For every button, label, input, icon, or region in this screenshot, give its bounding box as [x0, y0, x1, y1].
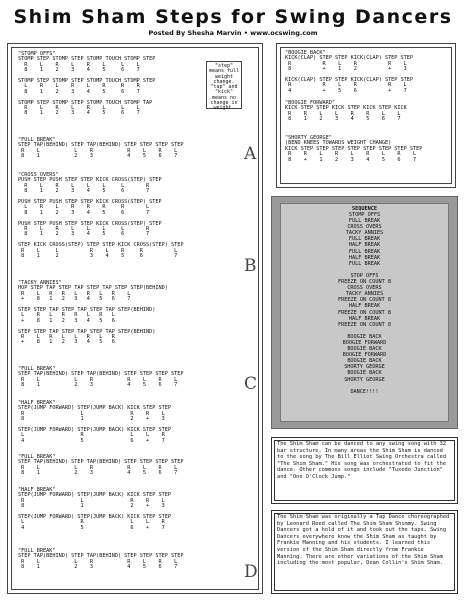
page-title: Shim Sham Steps for Swing Dancers — [13, 6, 453, 28]
section-letter-c: C — [244, 374, 258, 394]
sequence-list: STOMP OFFS FULL BREAK CROSS OVERS TACKY ANNIES FULL BREAK HALF BREAK FULL BREAK HALF BREAK FULL BREAK STOP OFFS FREEZE ON COUNT 8 CROSS OVERS TACKY ANNIES FREEZE ON COUNT 8 HALF BREAK FREEZE ON COUNT 8 HALF BREAK FREEZE ON COUNT 8 BOOGIE BACK BOOGIE FORWARD BOOGIE BACK BOOGIE FORWARD BOOGIE BACK SHORTY GEORGE BOOGIE BACK SHORTY GEORGE DANCE!!!! — [337, 212, 392, 395]
song-info-box — [271, 437, 458, 504]
section-letter-a: A — [244, 144, 257, 164]
full-break-block-4: "FULL BREAK" STEP TAP(BEHIND) STEP TAP(BEHIND) STEP STEP STEP STEP R L L R R L R L 8 1 2 3 4 5 6 7 — [18, 548, 184, 571]
half-break-block-2: "HALF BREAK" STEP(JUMP FORWARD) STEP(JUMP BACK) KICK STEP STEP R L R R L 8 1 2 + 3 STEP(JUMP FORWARD) STEP(JUMP BACK) KICK STEP STEP L R L L R 4 5 6 + 7 — [18, 487, 172, 531]
steps-panel — [7, 43, 263, 594]
boogie-panel — [276, 43, 456, 188]
full-break-block-3: "FULL BREAK" STEP TAP(BEHIND) STEP TAP(BEHIND) STEP STEP STEP STEP R L L R R L R L 8 1 2 3 4 5 6 7 — [18, 454, 184, 477]
song-info-text: The Shim Sham can be danced to any swing song with 32 bar structure. In many areas the Shim Sham is danced to the song by The Bill Elliot Swing Orchestra called "The Shim Sham." His song was orchestrated to fit the dance. Other commons songs include "Tuxedo Junction" and "One O'Clock Jump." — [277, 441, 447, 480]
section-letter-b: B — [244, 256, 257, 276]
boogie-forward-block: "BOOGIE FORWARD" KICK STEP STEP KICK STEP KICK STEP KICK R R L L R R L L 8 1 2 3 4 5 6 7 — [285, 100, 407, 123]
sequence-box — [271, 196, 458, 429]
boogie-panel-inner — [280, 47, 452, 184]
full-break-block-2: "FULL BREAK" STEP TAP(BEHIND) STEP TAP(BEHIND) STEP STEP STEP STEP R L L R R L R L 8 1 2 3 4 5 6 7 — [18, 366, 184, 389]
stomp-offs-block: "STOMP OFFS" STOMP STEP STOMP STEP STOMP TOUCH STOMP STEP R L R L R L L L 8 1 2 3 4 5 6 7 STOMP STEP STOMP STEP STOMP TOUCH STOMP STEP L R L R L R R R 8 1 2 3 4 5 6 7 STOMP STEP STOMP STEP STOMP TOUCH STOMP TAP R L R L R L L L 8 1 2 3 4 5 6 7 — [18, 51, 156, 117]
half-break-block-1: "HALF BREAK" STEP(JUMP FORWARD) STEP(JUMP BACK) KICK STEP STEP R L R R L 8 1 2 + 3 STEP(JUMP FORWARD) STEP(JUMP BACK) KICK STEP STEP L R L L R 4 5 6 + 7 — [18, 400, 172, 444]
steps-panel-inner — [11, 47, 259, 590]
shorty-george-block: "SHORTY GEORGE" (BEND KNEES TOWARDS WEIGHT CHANGE) KICK STEP STEP STEP STEP STEP STEP STEP STEP R R L R L R L R L 8 + 1 2 3 4 5 6 7 — [285, 135, 423, 163]
full-break-block-1: "FULL BREAK" STEP TAP(BEHIND) STEP TAP(BEHIND) STEP STEP STEP STEP R L L R R L R L 8 1 2 3 4 5 6 7 — [18, 137, 184, 160]
tacky-annies-block: "TACKY ANNIES" HOP STEP TAP STEP TAP STEP TAP STEP STEP(BEHIND) R L R R L R L R L + 8 1 2 3 4 5 6 7 STEP STEP TAP STEP TAP STEP TAP STEP(BEHIND) L R L R R L R L + 8 1 2 3 4 5 6 STEP STEP TAP STEP TAP STEP TAP STEP(BEHIND) R L R L L R L R + 8 1 2 3 4 5 6 — [18, 280, 168, 346]
step-definition-note: "step" means full weight change. "tap" and "kick" means no change in weight. — [206, 61, 242, 109]
boogie-back-block: "BOOGIE BACK" KICK(CLAP) STEP STEP KICK(CLAP) STEP STEP R R L R R L 8 + 1 2 + 3 KICK(CLAP) STEP STEP KICK(CLAP) STEP STEP R R L R R L 4 + 5 6 + 7 — [285, 50, 414, 94]
sequence-inner — [280, 203, 449, 422]
byline: Posted By Shesha Marvin • www.ocswing.com — [148, 29, 318, 37]
history-text: The Shim Sham was originally a Tap Dance choreographed by Leonard Reed called The Shim Sham Shimmy. Swing Dancers got a hold of it and took out the taps. Swing Dancers everywhere know the Shim Sham as taught by Frankie Manning and his students. I learned this version of the Shim Sham directly from Frankie Manning. There are other variations of the Shim Sham including the most popular, Dean Collin's Shim Sham. — [277, 514, 450, 567]
sequence-title: SEQUENCE — [352, 206, 377, 212]
history-box — [271, 510, 458, 594]
cross-overs-block: "CROSS OVERS" PUSH STEP PUSH STEP STEP KICK CROSS(STEP) STEP R L R L L L L R 8 1 2 3 4 5 6 7 PUSH STEP PUSH STEP STEP KICK CROSS(STEP) STEP L R L R R R R L 8 1 2 3 4 5 6 7 PUSH STEP PUSH STEP STEP KICK CROSS(STEP) STEP R L R L L L L R 8 1 2 3 4 5 6 7 STEP KICK CROSS(STEP) STEP STEP KICK CROSS(STEP) STEP R L L R L R R L 8 1 2 3 4 5 6 7 — [18, 172, 184, 260]
section-letter-d: D — [244, 562, 258, 582]
